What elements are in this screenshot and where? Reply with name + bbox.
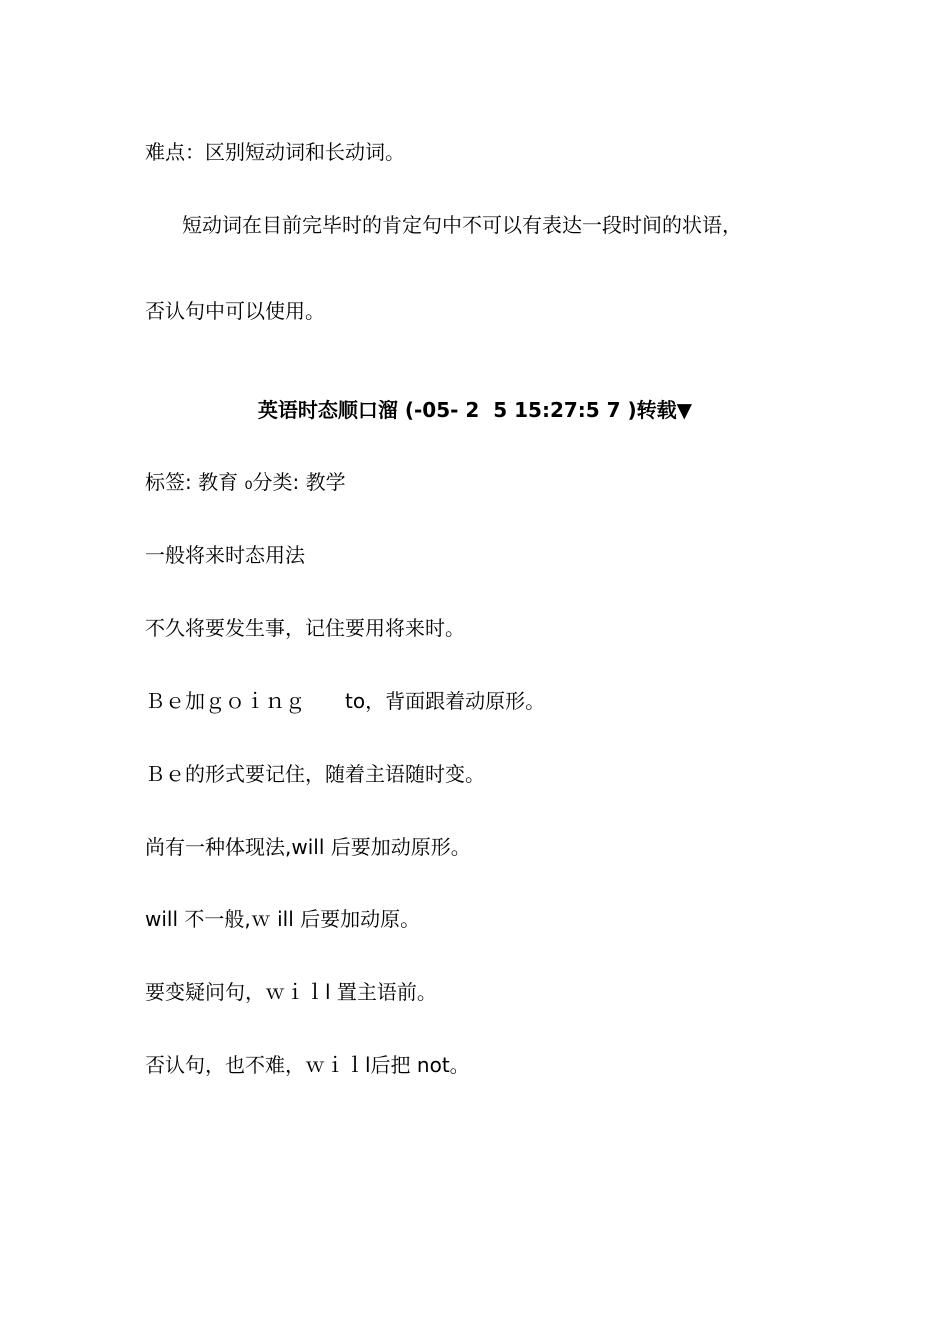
verse-line: 要变疑问句，ｗｉｌl 置主语前。 [145, 980, 437, 1004]
verse-line: Ｂｅ加ｇｏｉｎｇ to，背面跟着动原形。 [145, 689, 546, 713]
article-meta: 标签: 教育 ₀分类: 教学 [145, 470, 346, 494]
difficulty-paragraph: 难点：区别短动词和长动词。 [145, 140, 405, 164]
verse-line: will 不一般,ｗ ill 后要加动原。 [145, 907, 421, 931]
verse-line: 不久将要发生事，记住要用将来时。 [145, 616, 465, 640]
verse-line: 否认句，也不难，ｗｉｌl后把 not。 [145, 1053, 470, 1077]
article-title: 英语时态顺口溜 (-05- 2 5 15:27:5 7 )转载▼ [257, 398, 693, 422]
rule-paragraph-line-2: 否认句中可以使用。 [145, 299, 325, 323]
verse-line: 尚有一种体现法,will 后要加动原形。 [145, 835, 471, 859]
section-heading: 一般将来时态用法 [145, 543, 305, 567]
verse-line: Ｂｅ的形式要记住，随着主语随时变。 [145, 762, 485, 786]
rule-paragraph-line-1: 短动词在目前完毕时的肯定句中不可以有表达一段时间的状语， [182, 213, 742, 237]
